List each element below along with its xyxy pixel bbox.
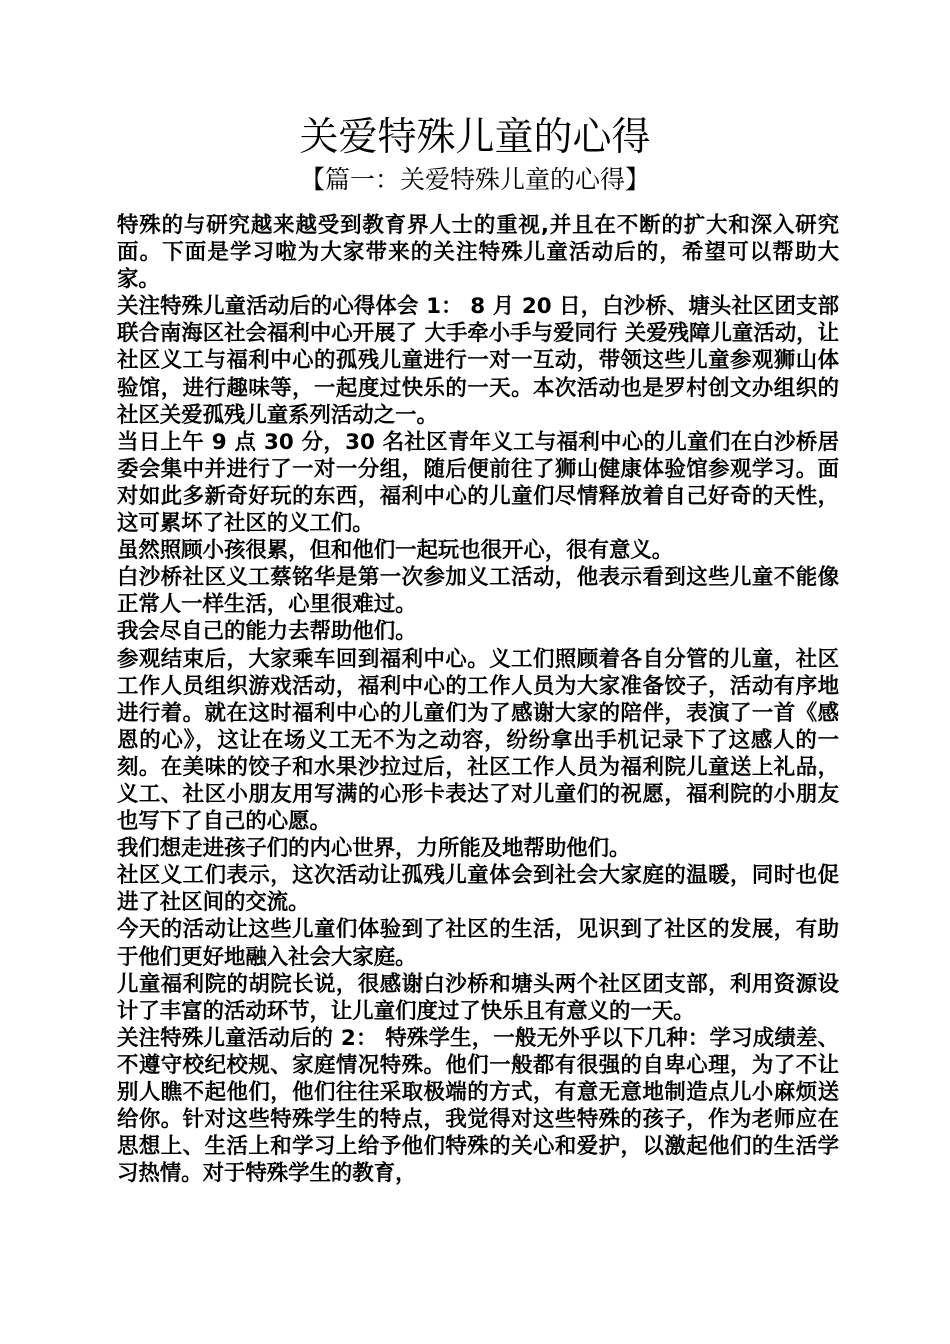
paragraph-volunteer-quote: 白沙桥社区义工蔡铭华是第一次参加义工活动，他表示看到这些儿童不能像正常人一样生活，心里很难过。 xyxy=(117,565,839,618)
paragraph-help-them: 我会尽自己的能力去帮助他们。 xyxy=(117,619,417,645)
paragraph-morning-visit: 当日上午 9 点 30 分，30 名社区青年义工与福利中心的儿童们在白沙桥居委会集中并进行了一对一分组，随后便前往了狮山健康体验馆参观学习。面对如此多新奇好玩的东西，福利中心的儿童们尽情释放着自己好奇的天性，这可累坏了社区的义工们。 xyxy=(117,429,839,537)
document-title: 关爱特殊儿童的心得 xyxy=(299,115,651,160)
document-body xyxy=(117,212,839,1187)
paragraph-volunteers-say: 社区义工们表示，这次活动让孤残儿童体会到社会大家庭的温暖，同时也促进了社区间的交流。 xyxy=(117,863,839,916)
paragraph-tired-but-happy: 虽然照顾小孩很累，但和他们一起玩也很开心，很有意义。 xyxy=(117,538,674,564)
paragraph-after-visit: 参观结束后，大家乘车回到福利中心。义工们照顾着各自分管的儿童，社区工作人员组织游戏活动，福利中心的工作人员为大家准备饺子，活动有序地进行着。就在这时福利中心的儿童们为了感谢大家的陪伴，表演了一首《感恩的心》，这让在场义工无不为之动容，纷纷拿出手机记录下了这感人的一刻。在美味的饺子和水果沙拉过后，社区工作人员为福利院儿童送上礼品，义工、社区小朋友用写满的心形卡表达了对儿童们的祝愿，福利院的小朋友也写下了自己的心愿。 xyxy=(117,646,839,835)
paragraph-experience-1: 关注特殊儿童活动后的心得体会 1： 8 月 20 日，白沙桥、塘头社区团支部联合南海区社会福利中心开展了 大手牵小手与爱同行 关爱残障儿童活动，让社区义工与福利中心的孤残儿童进行一对一互动，带领这些儿童参观狮山体验馆，进行趣味等，一起度过快乐的一天。本次活动也是罗村创文办组织的社区关爱孤残儿童系列活动之一。 xyxy=(117,294,839,428)
paragraph-experience-2: 关注特殊儿童活动后的 2： 特殊学生，一般无外乎以下几种：学习成绩差、不遵守校纪校规、家庭情况特殊。他们一般都有很强的自卑心理，为了不让别人瞧不起他们，他们往往采取极端的方式，有意无意地制造点儿小麻烦送给你。针对这些特殊学生的特点，我觉得对这些特殊的孩子，作为老师应在思想上、生活上和学习上给予他们特殊的关心和爱护，以激起他们的生活学习热情。对于特殊学生的教育， xyxy=(117,1025,839,1187)
paragraph-today-activity: 今天的活动让这些儿童们体验到了社区的生活，见识到了社区的发展，有助于他们更好地融入社会大家庭。 xyxy=(117,917,839,970)
paragraph-director-thanks: 儿童福利院的胡院长说，很感谢白沙桥和塘头两个社区团支部，利用资源设计了丰富的活动环节，让儿童们度过了快乐且有意义的一天。 xyxy=(117,971,839,1024)
document-subtitle: 【篇一：关爱特殊儿童的心得】 xyxy=(299,165,650,194)
paragraph-inner-world: 我们想走进孩子们的内心世界，力所能及地帮助他们。 xyxy=(117,836,631,862)
paragraph-intro: 特殊的与研究越来越受到教育界人士的重视,并且在不断的扩大和深入研究面。下面是学习啦为大家带来的关注特殊儿童活动后的，希望可以帮助大家。 xyxy=(117,213,839,293)
